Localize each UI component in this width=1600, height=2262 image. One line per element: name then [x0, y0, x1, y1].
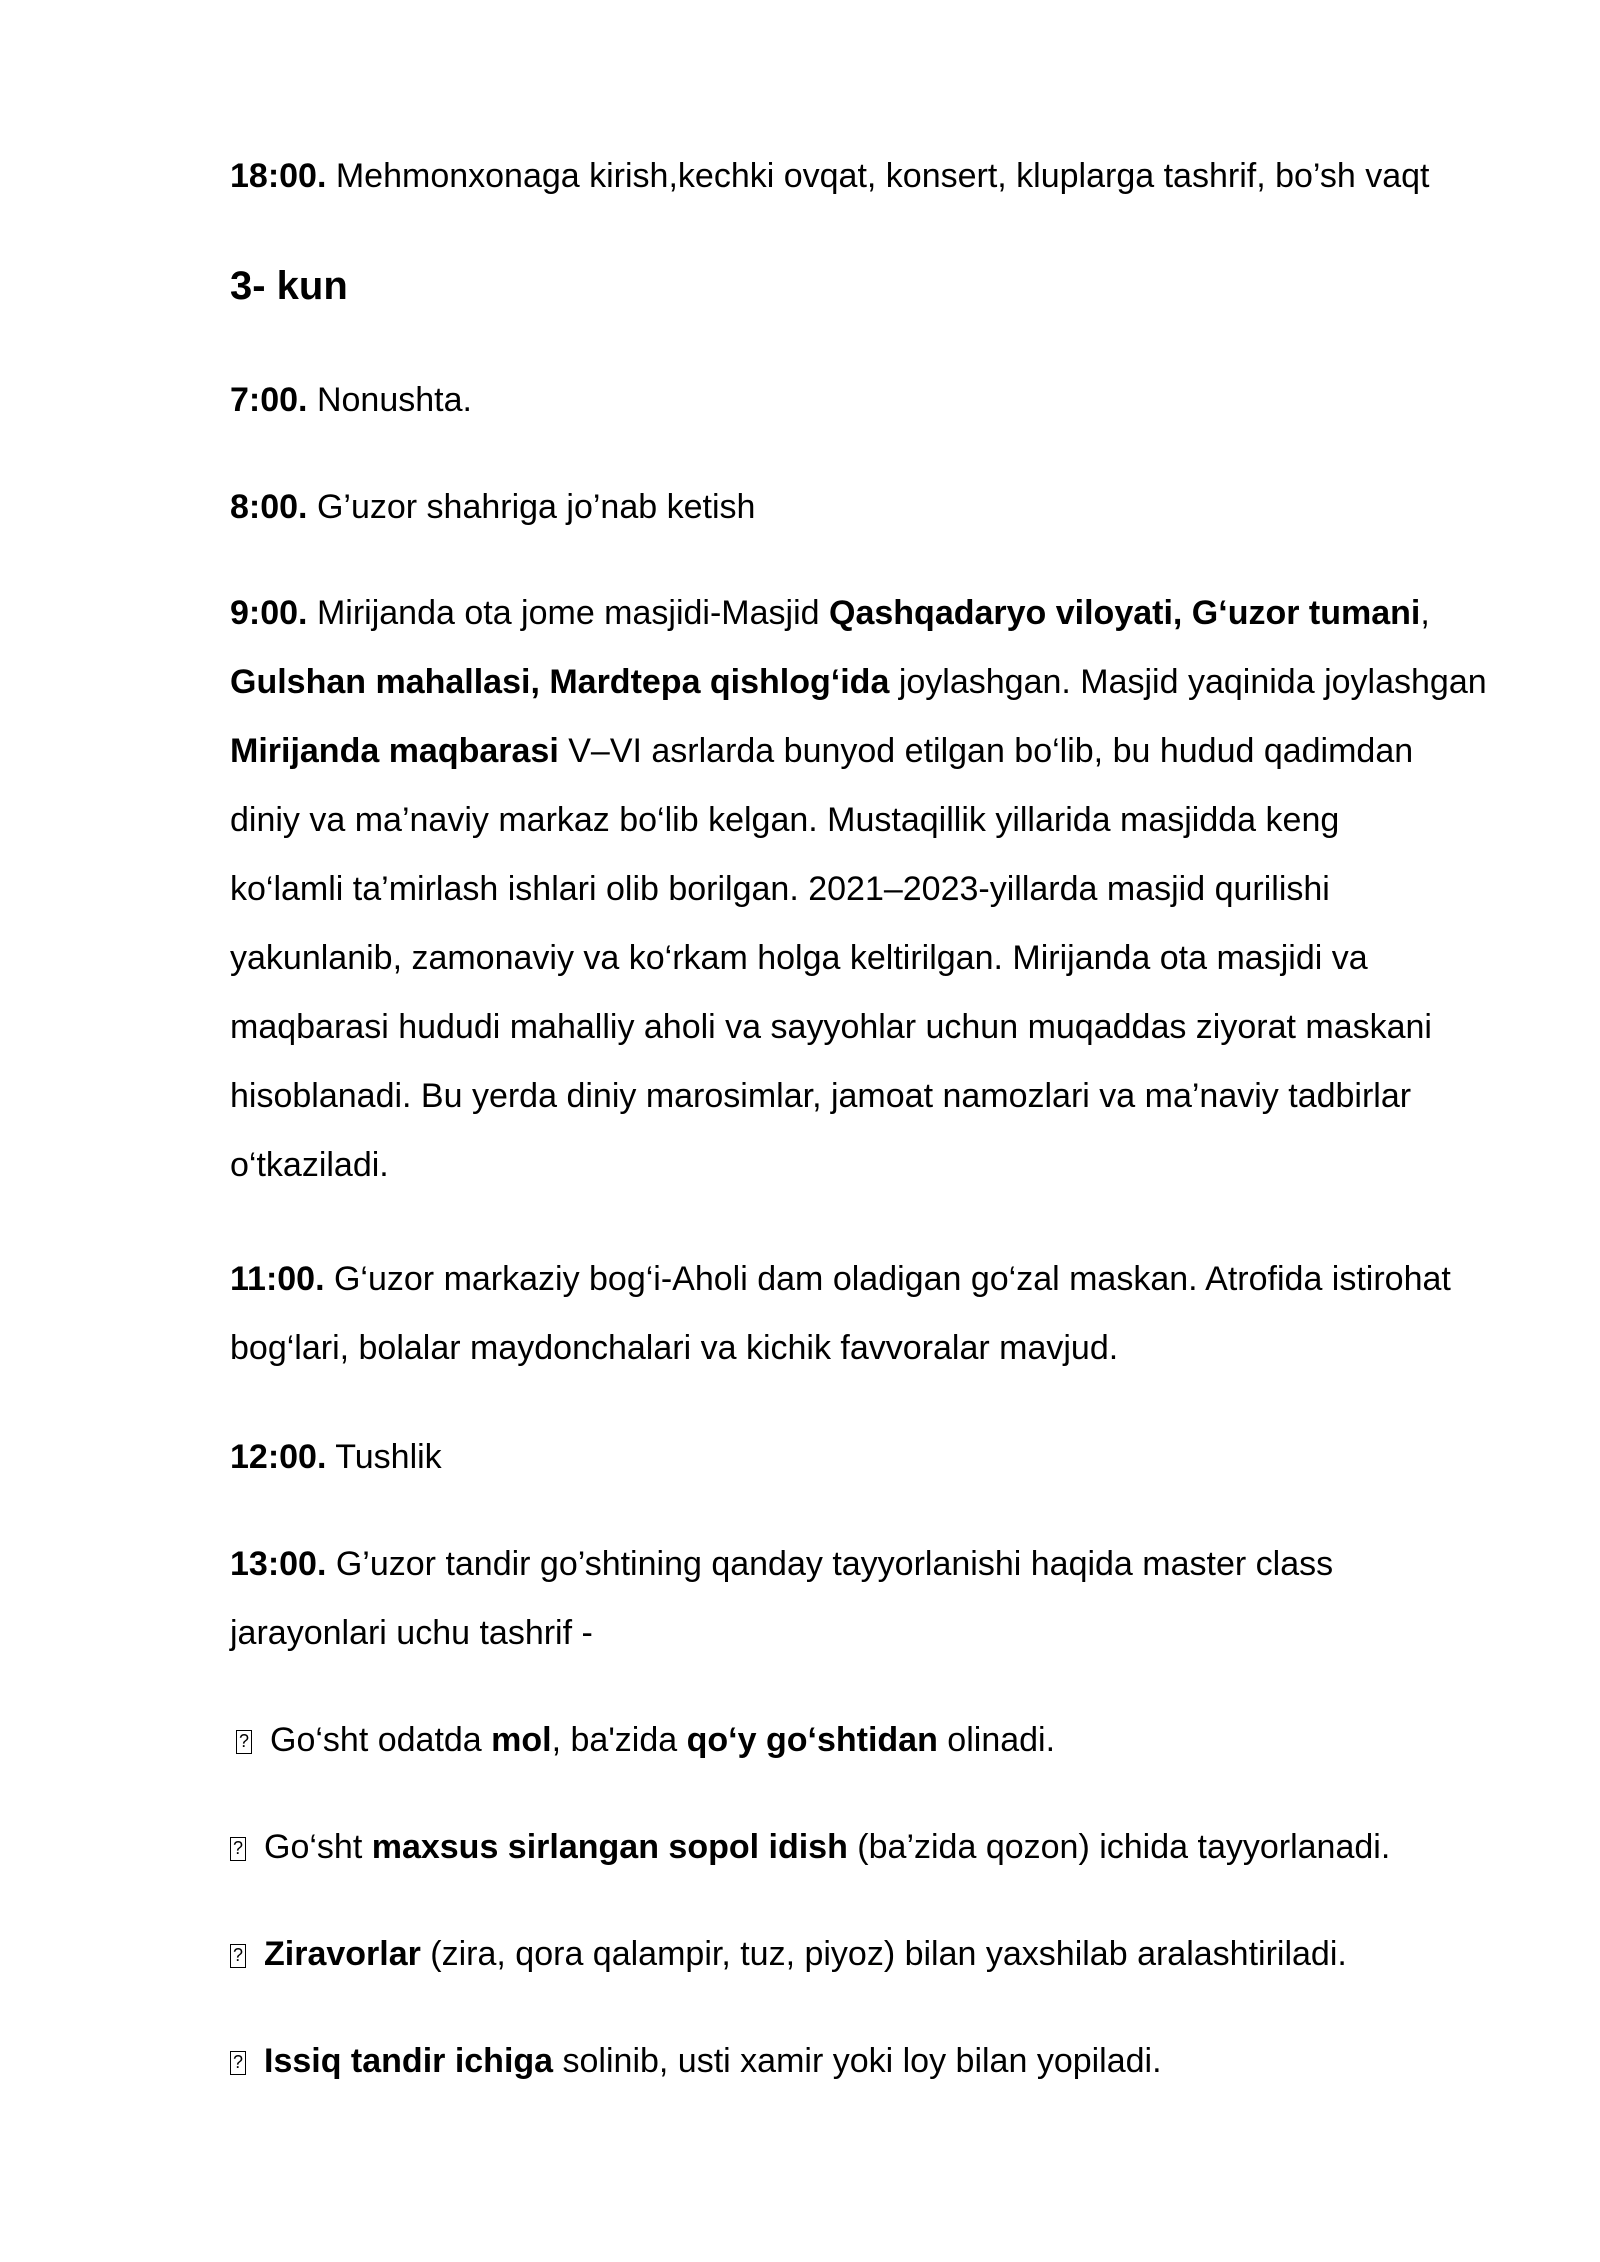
time-label: 12:00. [230, 1438, 327, 1476]
paragraph-text: G’uzor tandir go’shtining qanday tayyorlanishi haqida master class [326, 1545, 1334, 1583]
schedule-line-1200 [230, 1437, 442, 1477]
master-class-line-2: jarayonlari uchu tashrif - [230, 1614, 593, 1652]
schedule-text: Tushlik [326, 1438, 442, 1476]
mosque-paragraph-line-9: o‘tkaziladi. [230, 1146, 389, 1184]
master-class-line-1 [230, 1544, 1333, 1584]
schedule-text: Mehmonxonaga kirish,kechki ovqat, konsert, kluplarga tashrif, bo’sh vaqt [326, 157, 1430, 195]
time-label: 8:00. [230, 488, 308, 526]
bold-text: Issiq tandir ichiga [264, 2042, 554, 2080]
time-label: 9:00. [230, 594, 308, 632]
time-label: 7:00. [230, 381, 308, 419]
bold-text: mol [491, 1721, 552, 1759]
mosque-paragraph-line-3 [230, 731, 1413, 771]
bullet-text: olinadi. [937, 1721, 1056, 1759]
bold-text: Mirijanda maqbarasi [230, 732, 559, 770]
park-paragraph-line-2: bog‘lari, bolalar maydonchalari va kichik favvoralar mavjud. [230, 1329, 1119, 1367]
mosque-paragraph-line-1 [230, 593, 1430, 633]
missing-glyph-bullet-icon [230, 1837, 246, 1861]
bold-text: Qashqadaryo viloyati, G‘uzor tumani [829, 594, 1421, 632]
time-label: 13:00. [230, 1545, 327, 1583]
missing-glyph-bullet-icon [230, 2051, 246, 2075]
bold-text: maxsus sirlangan sopol idish [371, 1828, 848, 1866]
park-paragraph-line-1 [230, 1259, 1451, 1299]
bullet-text: (zira, qora qalampir, tuz, piyoz) bilan yaxshilab aralashtiriladi. [420, 1935, 1347, 1973]
bullet-text: , ba'zida [551, 1721, 687, 1759]
bullet-text: (ba’zida qozon) ichida tayyorlanadi. [847, 1828, 1391, 1866]
bullet-text: solinib, usti xamir yoki loy bilan yopiladi. [553, 2042, 1162, 2080]
paragraph-text: G‘uzor markaziy bog‘i-Aholi dam oladigan go‘zal maskan. Atrofida istirohat [324, 1260, 1451, 1298]
mosque-paragraph-line-6: yakunlanib, zamonaviy va ko‘rkam holga keltirilgan. Mirijanda ota masjidi va [230, 939, 1368, 977]
time-label: 11:00. [230, 1260, 325, 1298]
paragraph-text: Mirijanda ota jome masjidi-Masjid [307, 594, 830, 632]
bold-text: qo‘y go‘shtidan [686, 1721, 938, 1759]
bullet-item-4 [230, 2041, 1162, 2081]
bullet-text: Go‘sht [264, 1828, 372, 1866]
bullet-item-2 [230, 1827, 1390, 1867]
paragraph-text: , [1420, 594, 1430, 632]
mosque-paragraph-line-5: ko‘lamli ta’mirlash ishlari olib borilgan. 2021–2023-yillarda masjid qurilishi [230, 870, 1330, 908]
schedule-line-1800 [230, 156, 1429, 196]
time-label: 18:00. [230, 157, 327, 195]
missing-glyph-bullet-icon [230, 1944, 246, 1968]
bullet-text: Go‘sht odatda [270, 1721, 492, 1759]
schedule-text: G’uzor shahriga jo’nab ketish [307, 488, 756, 526]
paragraph-text: joylashgan. Masjid yaqinida joylashgan [889, 663, 1487, 701]
missing-glyph-bullet-icon [236, 1730, 252, 1754]
bold-text: Ziravorlar [264, 1935, 421, 1973]
bullet-item-3 [230, 1934, 1347, 1974]
day-heading: 3- kun [230, 264, 348, 308]
mosque-paragraph-line-7: maqbarasi hududi mahalliy aholi va sayyohlar uchun muqaddas ziyorat maskani [230, 1008, 1432, 1046]
bullet-item-1 [236, 1720, 1055, 1760]
schedule-line-700 [230, 380, 472, 420]
schedule-text: Nonushta. [307, 381, 472, 419]
mosque-paragraph-line-2 [230, 662, 1487, 702]
paragraph-text: V–VI asrlarda bunyod etilgan bo‘lib, bu hudud qadimdan [558, 732, 1414, 770]
schedule-line-800 [230, 487, 755, 527]
mosque-paragraph-line-4: diniy va ma’naviy markaz bo‘lib kelgan. Mustaqillik yillarida masjidda keng [230, 801, 1340, 839]
bold-text: Gulshan mahallasi, Mardtepa qishlog‘ida [230, 663, 890, 701]
mosque-paragraph-line-8: hisoblanadi. Bu yerda diniy marosimlar, jamoat namozlari va ma’naviy tadbirlar [230, 1077, 1412, 1115]
